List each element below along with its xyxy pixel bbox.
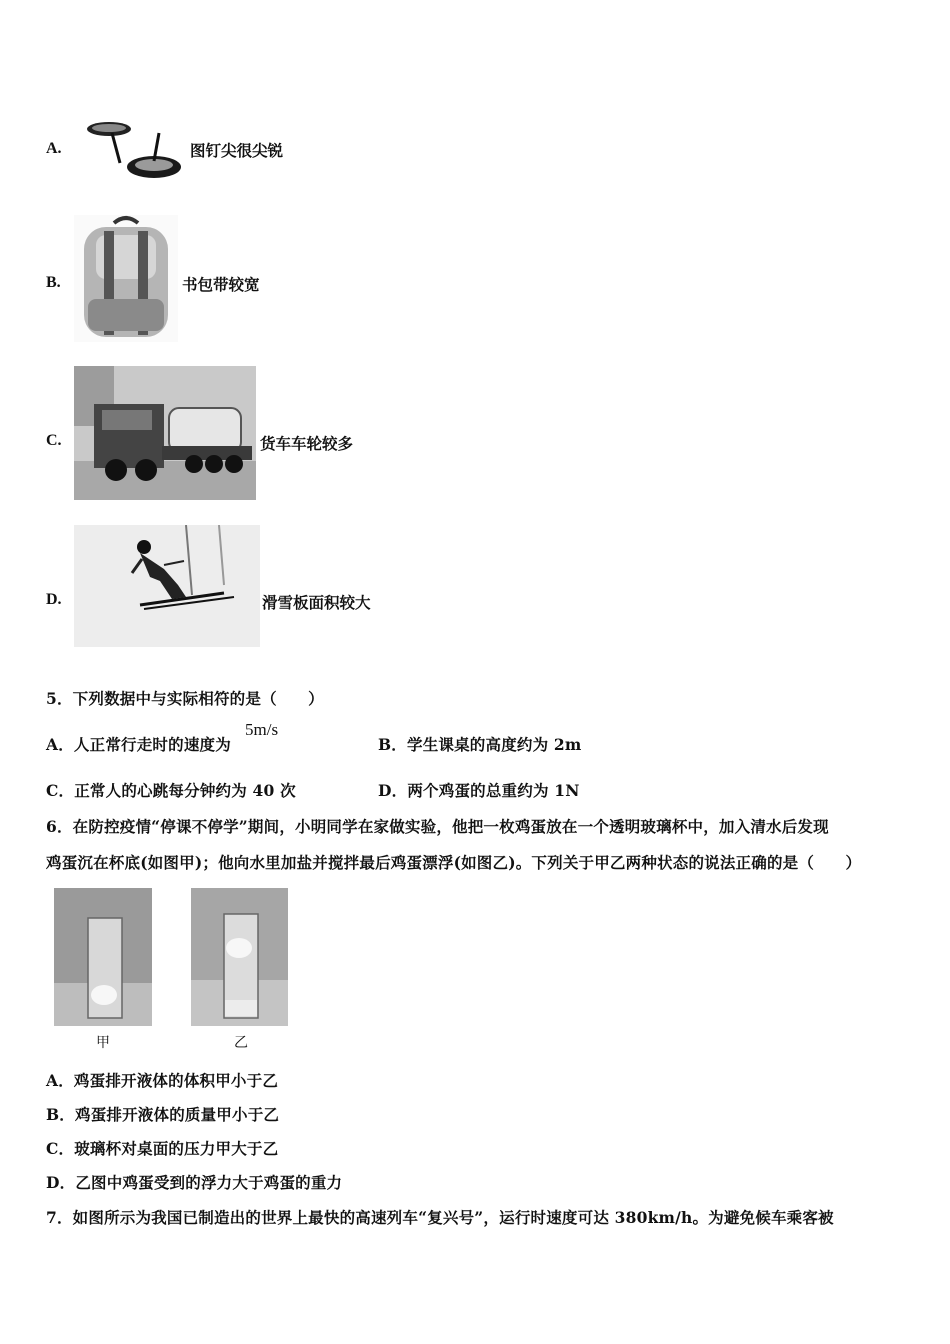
q6-option-b: B．鸡蛋排开液体的质量甲小于乙 [46,1105,280,1124]
q5-option-a-value: 5m/s [245,720,279,739]
figure-label-yi: 乙 [234,1035,248,1051]
option-a-label: A. [46,140,62,157]
figure-label-jia: 甲 [96,1035,110,1051]
option-c-text: 货车车轮较多 [260,434,354,453]
option-c-label: C. [46,432,62,449]
q5-option-b: B．学生课桌的高度约为 2m [378,735,582,754]
q5-option-a: A．人正常行走时的速度为 [46,735,231,754]
truck-image [74,366,256,500]
skier-image [74,525,260,647]
glass-sinking-egg-image [54,888,152,1026]
q6-option-c: C．玻璃杯对桌面的压力甲大于乙 [46,1139,279,1158]
option-d-text: 滑雪板面积较大 [262,593,371,612]
backpack-image [74,215,178,342]
glass-floating-egg-image [191,888,288,1026]
q6-option-a: A．鸡蛋排开液体的体积甲小于乙 [46,1071,279,1090]
q5-option-c: C．正常人的心跳每分钟约为 40 次 [46,781,296,800]
q5-option-d: D．两个鸡蛋的总重约为 1N [378,781,580,800]
q6-stem-line1: 6．在防控疫情“停课不停学”期间，小明同学在家做实验，他把一枚鸡蛋放在一个透明玻璃杯中，加入清水后发现 [46,817,829,836]
option-d-label: D. [46,591,62,608]
q5-stem: 5．下列数据中与实际相符的是（ ） [46,689,324,708]
q7-stem-line1: 7．如图所示为我国已制造出的世界上最快的高速列车“复兴号”，运行时速度可达 380km/h。为避免候车乘客被 [46,1208,834,1227]
option-b-text: 书包带较宽 [182,275,260,294]
thumbtack-image [84,115,189,190]
option-b-label: B. [46,274,61,291]
q6-option-d: D．乙图中鸡蛋受到的浮力大于鸡蛋的重力 [46,1173,343,1192]
q6-stem-line2: 鸡蛋沉在杯底(如图甲)；他向水里加盐并搅拌最后鸡蛋漂浮(如图乙)。下列关于甲乙两种状态的说法正确的是（ ） [46,853,862,872]
option-a-text: 图钉尖很尖锐 [190,141,284,160]
